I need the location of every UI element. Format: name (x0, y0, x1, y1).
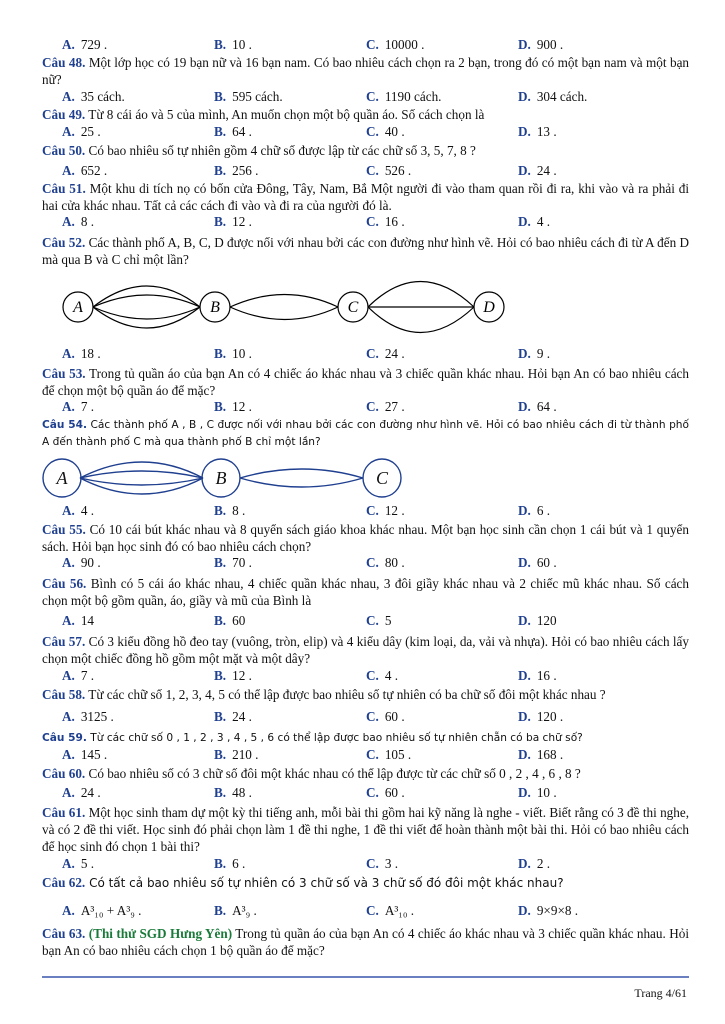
road-ab-1 (80, 462, 203, 478)
option-c: C. 12 . (366, 503, 405, 518)
option-c: C. 526 . (366, 163, 412, 178)
question-57: Câu 57. Có 3 kiểu đồng hồ đeo tay (vuông, tròn, elip) và 4 kiểu dây (kim loại, da, vải và nhựa). Hỏi có bao nhiêu cách lấy chọn một chiếc đồng hồ gồm một mặt và một dây? (42, 634, 690, 666)
q60-options (0, 785, 725, 802)
page-number: Trang 4/61 (634, 986, 687, 1000)
option-b: B. 595 cách. (214, 89, 283, 104)
option-d: D. 9 . (518, 346, 551, 361)
option-c: C. 40 . (366, 124, 405, 139)
node-c-label: C (347, 299, 359, 316)
option-b: B. 10 . (214, 346, 252, 361)
option-c: C. 16 . (366, 214, 405, 229)
question-56: Câu 56. Bình có 5 cái áo khác nhau, 4 chiếc quần khác nhau, 3 đôi giầy khác nhau và 2 chiếc mũ khác nhau. Số cách chọn một bộ gồm quần, áo, giầy và mũ của Bình là (42, 576, 689, 608)
footer-rule (42, 976, 689, 978)
q57-options (0, 668, 725, 685)
option-c: C. A³₁₀ . (366, 903, 415, 918)
option-a: A. A³₁₀ + A³₉ . (62, 903, 142, 918)
option-a: A. 90 . (62, 555, 101, 570)
option-c: C. 105 . (366, 747, 412, 762)
road-cd-1 (368, 282, 474, 308)
q47-options (0, 37, 725, 54)
q58-options (0, 709, 725, 726)
q52-options (0, 346, 725, 363)
option-b: B. 8 . (214, 503, 246, 518)
road-ab-2 (80, 471, 203, 478)
q59-options (0, 747, 725, 764)
node-a-label: A (73, 299, 83, 316)
option-b: B. 64 . (214, 124, 252, 139)
option-d: D. 6 . (518, 503, 551, 518)
node-b-label: B (210, 299, 220, 316)
option-d: D. 120 (518, 613, 557, 628)
question-62: Câu 62. Có tất cả bao nhiêu số tự nhiên có 3 chữ số và 3 chữ số đó đôi một khác nhau? (42, 875, 564, 890)
question-61: Câu 61. Một học sinh tham dự một kỳ thi tiếng anh, mỗi bài thi gồm hai kỹ năng là nghe - viết. Biết rằng có 3 đề thi nghe, và có 2 đề thi viết. Học sinh đó phải chọn làm 1 đề thi nghe, 1 đề thi viết để hoàn thành một bài thi. Hỏi có bao nhiêu cách để học sinh đó chọn 1 bài thi? (42, 805, 690, 854)
option-c: C. 10000 . (366, 37, 425, 52)
option-d: D. 4 . (518, 214, 551, 229)
option-c: C. 3 . (366, 856, 399, 871)
option-d: D. 60 . (518, 555, 557, 570)
q48-options (0, 89, 725, 106)
option-d: D. 13 . (518, 124, 557, 139)
option-b: B. 12 . (214, 399, 252, 414)
option-d: D. 16 . (518, 668, 557, 683)
question-source: (Thi thử SGD Hưng Yên) (88, 926, 233, 941)
option-c: C. 1190 cách. (366, 89, 442, 104)
option-d: D. 304 cách. (518, 89, 588, 104)
option-a: A. 652 . (62, 163, 108, 178)
option-b: B. 48 . (214, 785, 252, 800)
question-50: Câu 50. Có bao nhiêu số tự nhiên gồm 4 chữ số được lập từ các chữ số 3, 5, 7, 8 ? (42, 143, 476, 158)
road-cd-3 (368, 307, 474, 333)
option-a: A. 8 . (62, 214, 95, 229)
option-a: A. 7 . (62, 399, 95, 414)
option-c: C. 24 . (366, 346, 405, 361)
road-ab-1 (93, 286, 200, 307)
q61-options (0, 856, 725, 873)
node-b-label: B (215, 468, 227, 488)
question-54: Câu 54. Các thành phố A , B , C được nối với nhau bởi các con đường như hình vẽ. Hỏi có bao nhiêu cách đi từ thành phố A đến thành phố C mà qua thành phố B chỉ một lần? (42, 419, 689, 448)
option-b: B. 10 . (214, 37, 252, 52)
q49-options (0, 124, 725, 141)
option-b: B. A³₉ . (214, 903, 257, 918)
figure-52-road-diagram (0, 270, 725, 346)
option-b: B. 60 (214, 613, 246, 628)
option-d: D. 900 . (518, 37, 564, 52)
option-d: D. 120 . (518, 709, 564, 724)
option-a: A. 3125 . (62, 709, 114, 724)
question-51: Câu 51. Một khu di tích nọ có bốn cửa Đông, Tây, Nam, Bắ Một người đi vào tham quan rồi đi ra, khi vào và ra phải đi hai cửa khác nhau. Tất cả các cách đi vào và đi ra của người đó là. (42, 181, 690, 213)
q53-options (0, 399, 725, 416)
option-d: D. 168 . (518, 747, 564, 762)
option-b: B. 256 . (214, 163, 259, 178)
road-ab-3 (80, 478, 203, 485)
road-bc-2 (230, 307, 338, 320)
q51-options (0, 214, 725, 231)
node-d-label: D (483, 299, 495, 316)
option-c: C. 60 . (366, 785, 405, 800)
q62-options (0, 903, 725, 920)
option-d: D. 2 . (518, 856, 551, 871)
option-b: B. 70 . (214, 555, 252, 570)
q55-options (0, 555, 725, 572)
option-a: A. 35 cách. (62, 89, 125, 104)
question-58: Câu 58. Từ các chữ số 1, 2, 3, 4, 5 có thể lập được bao nhiêu số tự nhiên có ba chữ số đôi một khác nhau ? (42, 687, 606, 702)
option-a: A. 14 (62, 613, 95, 628)
q50-options (0, 163, 725, 180)
option-b: B. 210 . (214, 747, 259, 762)
option-c: C. 27 . (366, 399, 405, 414)
option-a: A. 24 . (62, 785, 101, 800)
node-c-label: C (375, 468, 389, 488)
option-d: D. 9×9×8 . (518, 903, 579, 918)
question-63: Câu 63. (Thi thử SGD Hưng Yên) Trong tủ quần áo của bạn An có 4 chiếc áo khác nhau và 3 chiếc quần khác nhau. Hỏi bạn An có bao nhiêu cách chọn 1 bộ quần áo để mặc? (42, 926, 689, 958)
road-ab-4 (93, 307, 200, 328)
question-48: Câu 48. Một lớp học có 19 bạn nữ và 16 bạn nam. Có bao nhiêu cách chọn ra 2 bạn, trong đó có một bạn nam và một bạn nữ? (42, 55, 690, 87)
road-bc-2 (240, 478, 363, 487)
option-a: A. 7 . (62, 668, 95, 683)
option-d: D. 64 . (518, 399, 557, 414)
option-c: C. 5 (366, 613, 392, 628)
option-d: D. 10 . (518, 785, 557, 800)
option-a: A. 4 . (62, 503, 95, 518)
option-a: A. 18 . (62, 346, 101, 361)
option-b: B. 12 . (214, 214, 252, 229)
figure-54-road-diagram (0, 452, 725, 504)
question-52: Câu 52. Các thành phố A, B, C, D được nối với nhau bởi các con đường như hình vẽ. Hỏi có bao nhiêu cách đi từ A đến D mà qua B và C chỉ một lần? (42, 235, 690, 267)
option-d: D. 24 . (518, 163, 557, 178)
option-b: B. 12 . (214, 668, 252, 683)
q54-options (0, 503, 725, 520)
question-49: Câu 49. Từ 8 cái áo và 5 của mình, An muốn chọn một bộ quần áo. Số cách chọn là (42, 107, 485, 122)
road-bc-1 (240, 469, 363, 478)
option-b: B. 6 . (214, 856, 246, 871)
question-55: Câu 55. Có 10 cái bút khác nhau và 8 quyển sách giáo khoa khác nhau. Một bạn học sinh cần chọn 1 cái bút và 1 quyển sách. Hỏi bạn học sinh đó có bao nhiêu cách chọn? (42, 522, 690, 554)
road-ab-4 (80, 478, 203, 494)
q56-options (0, 613, 725, 630)
option-a: A. 729 . (62, 37, 108, 52)
question-53: Câu 53. Trong tủ quần áo của bạn An có 4 chiếc áo khác nhau và 3 chiếc quần khác nhau. Hỏi bạn An có bao nhiêu cách để chọn một bộ quần áo để mặc? (42, 366, 689, 398)
option-c: C. 4 . (366, 668, 399, 683)
question-60: Câu 60. Có bao nhiêu số có 3 chữ số đôi một khác nhau có thể lập được từ các chữ số 0 , 2 , 4 , 6 , 8 ? (42, 766, 581, 781)
question-59: Câu 59. Từ các chữ số 0 , 1 , 2 , 3 , 4 , 5 , 6 có thể lập được bao nhiêu số tự nhiên chẵn có ba chữ số? (42, 732, 583, 744)
option-b: B. 24 . (214, 709, 252, 724)
option-a: A. 5 . (62, 856, 95, 871)
option-a: A. 25 . (62, 124, 101, 139)
option-a: A. 145 . (62, 747, 108, 762)
node-a-label: A (56, 468, 68, 488)
option-c: C. 60 . (366, 709, 405, 724)
road-bc-1 (230, 295, 338, 308)
option-c: C. 80 . (366, 555, 405, 570)
